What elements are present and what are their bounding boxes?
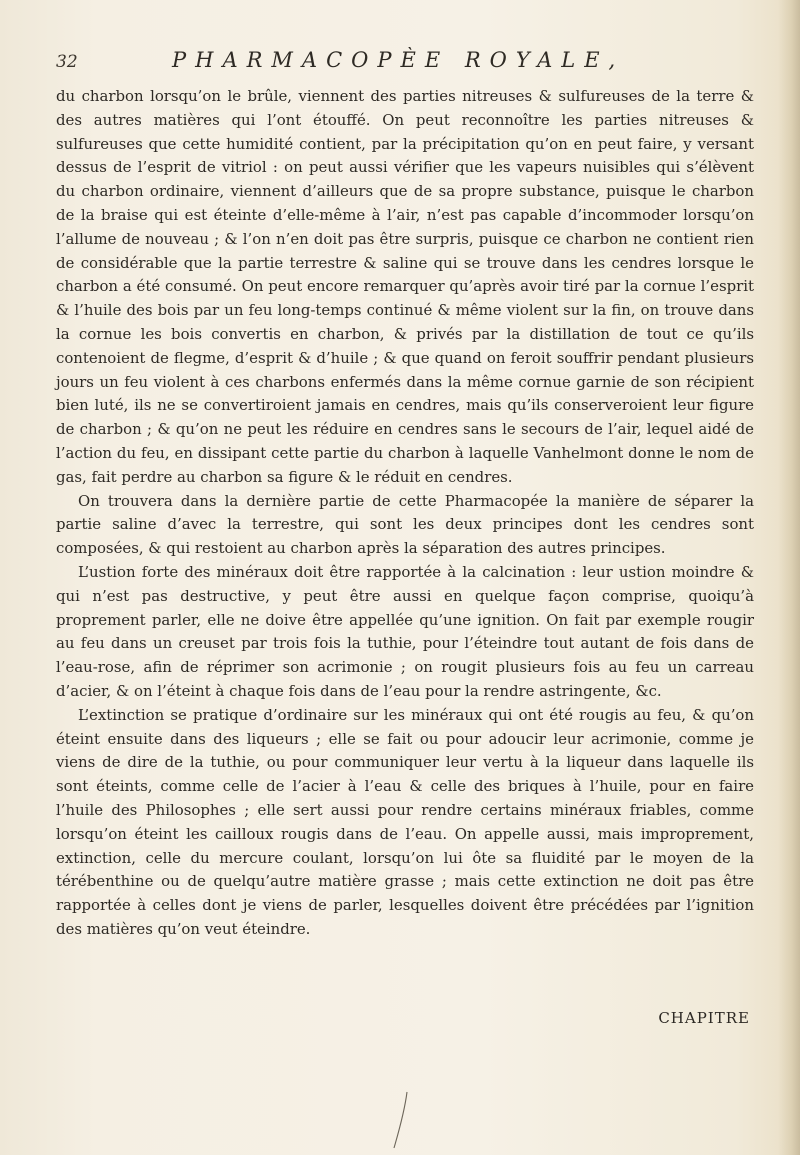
paragraph: L’ustion forte des minéraux doit être rapportée à la calcination : leur ustion moindre & qui n’est pas destructive, y peut être aussi en quelque façon comprise, quoiqu’à proprement parler, elle ne doive être appellée qu’une ignition. On fait par exemple rougir au feu dans un creuset par trois fois la tuthie, pour l’éteindre tout autant de fois dans de l’eau-rose, afin de réprimer son acrimonie ; on rougit plusieurs fois au feu un carreau d’acier, & on l’éteint à chaque fois dans de l’eau pour la rendre astringente, &c. — [56, 562, 754, 700]
running-title: PHARMACOPÈE ROYALE, — [172, 48, 625, 72]
page-edge-shadow — [778, 0, 800, 1155]
catchword: CHAPITRE — [658, 1009, 750, 1027]
pen-mark — [391, 1090, 411, 1150]
body-text — [56, 85, 754, 942]
paragraph: On trouvera dans la dernière partie de cette Pharmacopée la manière de séparer la partie saline d’avec la terrestre, qui sont les deux principes dont les cendres sont composées, & qui restoient au charbon après la séparation des autres principes. — [56, 491, 754, 558]
paragraph: L’extinction se pratique d’ordinaire sur les minéraux qui ont été rougis au feu, & qu’on éteint ensuite dans des liqueurs ; elle se fait ou pour adoucir leur acrimonie, comme je viens de dire de la tuthie, ou pour communiquer leur vertu à la liqueur dans laquelle ils sont éteints, comme celle de l’acier à l’eau & celle des briques à l’huile, pour en faire l’huile des Philosophes ; elle sert aussi pour rendre certains minéraux friables, comme lorsqu’on éteint les cailloux rougis dans de l’eau. On appelle aussi, mais improprement, extinction, celle du mercure coulant, lorsqu’on lui ôte sa fluidité par le moyen de la térébenthine ou de quelqu’autre matière grasse ; mais cette extinction ne doit pas être rapportée à celles dont je viens de parler, lesquelles doivent être précédées par l’ignition des matières qu’on veut éteindre. — [56, 705, 754, 938]
page-number: 32 — [56, 52, 78, 72]
running-head — [56, 48, 756, 80]
paragraph: du charbon lorsqu’on le brûle, viennent des parties nitreuses & sulfureuses de la terre & des autres matières qui l’ont étouffé. On peut reconnoître les parties nitreuses & sulfureuses que cette humidité contient, par la précipitation qu’on en peut faire, y versant dessus de l’esprit de vitriol : on peut aussi vérifier que les vapeurs nuisibles qui s’élèvent du charbon ordinaire, viennent d’ailleurs que de sa propre substance, puisque le charbon de la braise qui est éteinte d’elle-même à l’air, n’est pas capable d’incommoder lorsqu’on l’allume de nouveau ; & l’on n’en doit pas être surpris, puisque ce charbon ne contient rien de considérable que la partie terrestre & saline qui se trouve dans les cendres lorsque le charbon a été consumé. On peut encore remarquer qu’après avoir tiré par la cornue l’esprit & l’huile des bois par un feu long-temps continué & même violent sur la fin, on trouve dans la cornue les bois convertis en charbon, & privés par la distillation de tout ce qu’ils contenoient de flegme, d’esprit & d’huile ; & que quand on feroit souffrir pendant plusieurs jours un feu violent à ces charbons enfermés dans la même cornue garnie de son récipient bien luté, ils ne se convertiroient jamais en cendres, mais qu’ils conserveroient leur figure de charbon ; & qu’on ne peut les réduire en cendres sans le secours de l’air, lequel aidé de l’action du feu, en dissipant cette partie du charbon à laquelle Vanhelmont donne le nom de gas, fait perdre au charbon sa figure & le réduit en cendres. — [56, 87, 754, 486]
